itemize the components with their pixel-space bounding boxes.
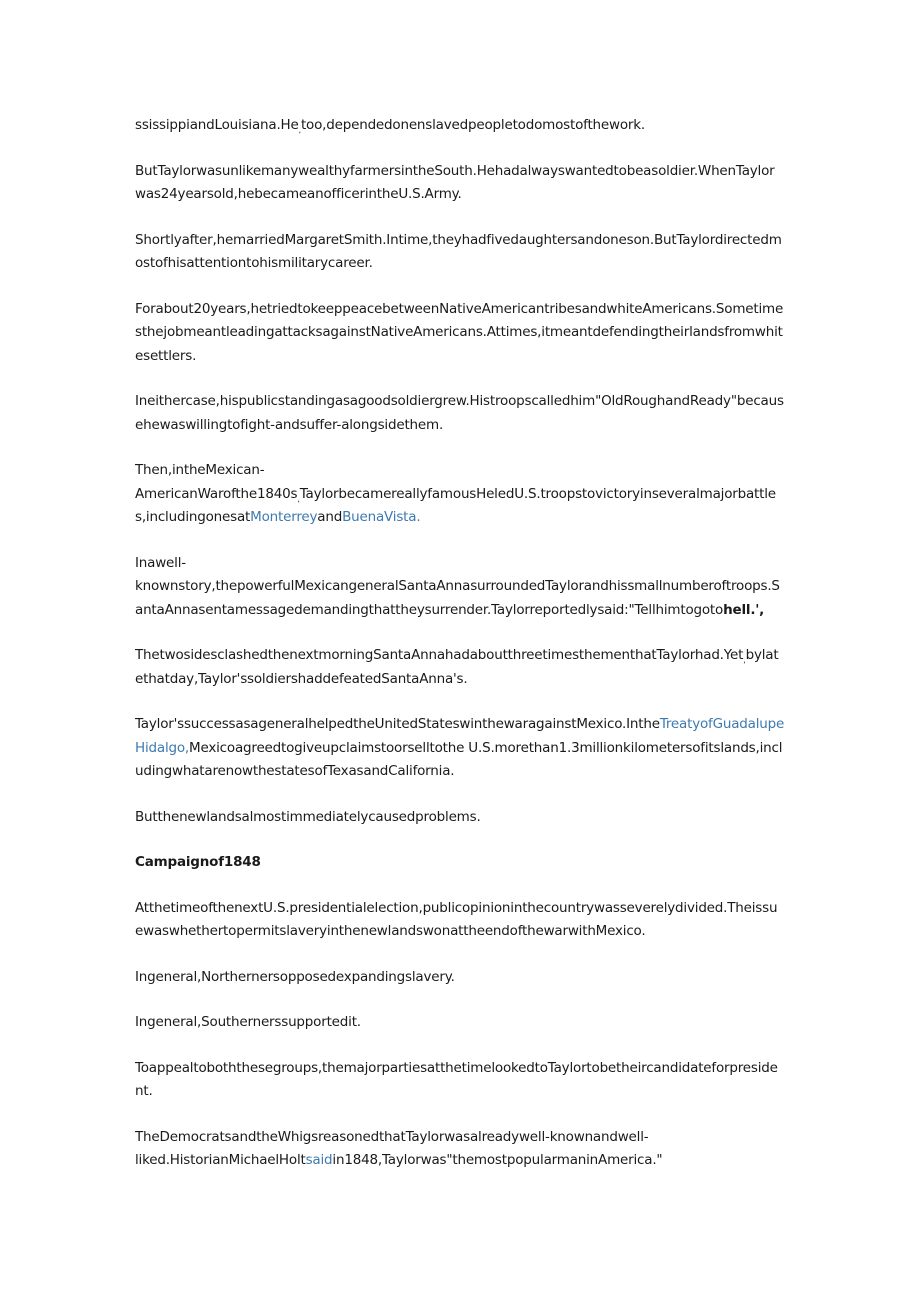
- section-heading-campaign-1848: Campaignof1848: [135, 854, 261, 870]
- paragraph-santa-anna-story: Inawell- knownstory,thepowerfulMexicangeneralSantaAnnasurroundedTaylorandhissmallnumberoftroops.SantaAnnasentamessagedemandingthattheysurrender.Taylorreportedlysaid:"Tellhimtogotohell.',: [135, 554, 780, 618]
- paragraph-mexican-american-war: Then,intheMexican- $AmericanWarofthe1840s_,TaylorbecamereallyfamousHeledU.S.troopstovictoryinseveralmajorbattles,includingonesatMonterreyandB$uenaVista.: [135, 462, 776, 525]
- paragraph-northerners: Ingeneral,Northernersopposedexpandingslavery.: [135, 968, 455, 985]
- link-said[interactable]: said: [305, 1152, 333, 1168]
- paragraph-marriage: Shortlyafter,hemarriedMargaretSmith.Intime,theyhadfivedaughtersandoneson.ButTaylordirectedmostofhisattentiontohismilitarycareer.: [135, 231, 782, 271]
- paragraph-democrats-whigs: TheDemocratsandtheWhigsreasonedthatTaylorwasalreadywell-knownandwell- liked.HistorianMichaelHoltsaidin1848,Taylorwas"themostpopularmaninAmerica.": [135, 1128, 663, 1168]
- link-monterrey[interactable]: Monterrey: [250, 509, 318, 525]
- link-buena-vista[interactable]: BuenaVista.: [342, 509, 421, 525]
- document-body: [135, 114, 785, 1195]
- paragraph-soldier-career: ButTaylorwasunlikemanywealthyfarmersintheSouth.Hehadalwayswantedtobeasoldier.WhenTaylorwas24yearsold,hebecameanofficerintheU.S.Army.: [135, 162, 775, 202]
- link-treaty-guadalupe-hidalgo[interactable]: TreatyofGuadalupeHidalgo,: [135, 716, 785, 756]
- paragraph-southerners: Ingeneral,Southernerssupportedit.: [135, 1014, 361, 1030]
- paragraph-treaty: Taylor'ssuccessasageneralhelpedtheUnitedStateswinthewaragainstMexico.IntheTreatyofGuadalupeHidalgo,Mexicoagreedtogiveupclaimstoorselltothe U.S.morethan1.3millionkilometersofitslands,includingwhatarenowthestatesofTexasandCalifornia.: [135, 716, 785, 779]
- paragraph-election-divided: AtthetimeofthenextU.S.presidentialelection,publicopinioninthecountrywasseverelydivided.TheissuewaswhethertopermitslaveryinthenewlandswonattheendofthewarwithMexico.: [135, 899, 778, 939]
- paragraph-appeal-both-groups: Toappealtoboththesegroups,themajorpartiesatthetimelookedtoTaylortobetheircandidateforpresident.: [135, 1059, 778, 1099]
- paragraph-old-rough-ready: Ineithercase,hispublicstandingasagoodsoldiergrew.Histroopscalledhim"OldRoughandReady"becausehewaswillingtofight-andsuffer-alongsidethem.: [135, 393, 784, 433]
- paragraph-enslaved-people: $ssissippiandLouisiana.He_,too,dependedonenslavedpeopletodomostofthework$.: [135, 117, 645, 135]
- paragraph-battle-outcome: ThetwosidesclashedthenextmorningSantaAnnahadaboutthreetimesthementhatTaylorhad.Yet$_,$bylatethatday,Taylor'ssoldiershaddefeatedSantaAnna's.: [135, 647, 779, 687]
- paragraph-new-lands-problems: Butthenewlandsalmostimmediatelycausedproblems.: [135, 808, 481, 825]
- paragraph-native-americans: Forabout20years,hetriedtokeeppeacebetweenNativeAmericantribesandwhiteAmericans.SometimesthejobmeantleadingattacksagainstNativeAmericans.Attimes,itmeantdefendingtheirlandsfromwhitesettlers.: [135, 300, 784, 364]
